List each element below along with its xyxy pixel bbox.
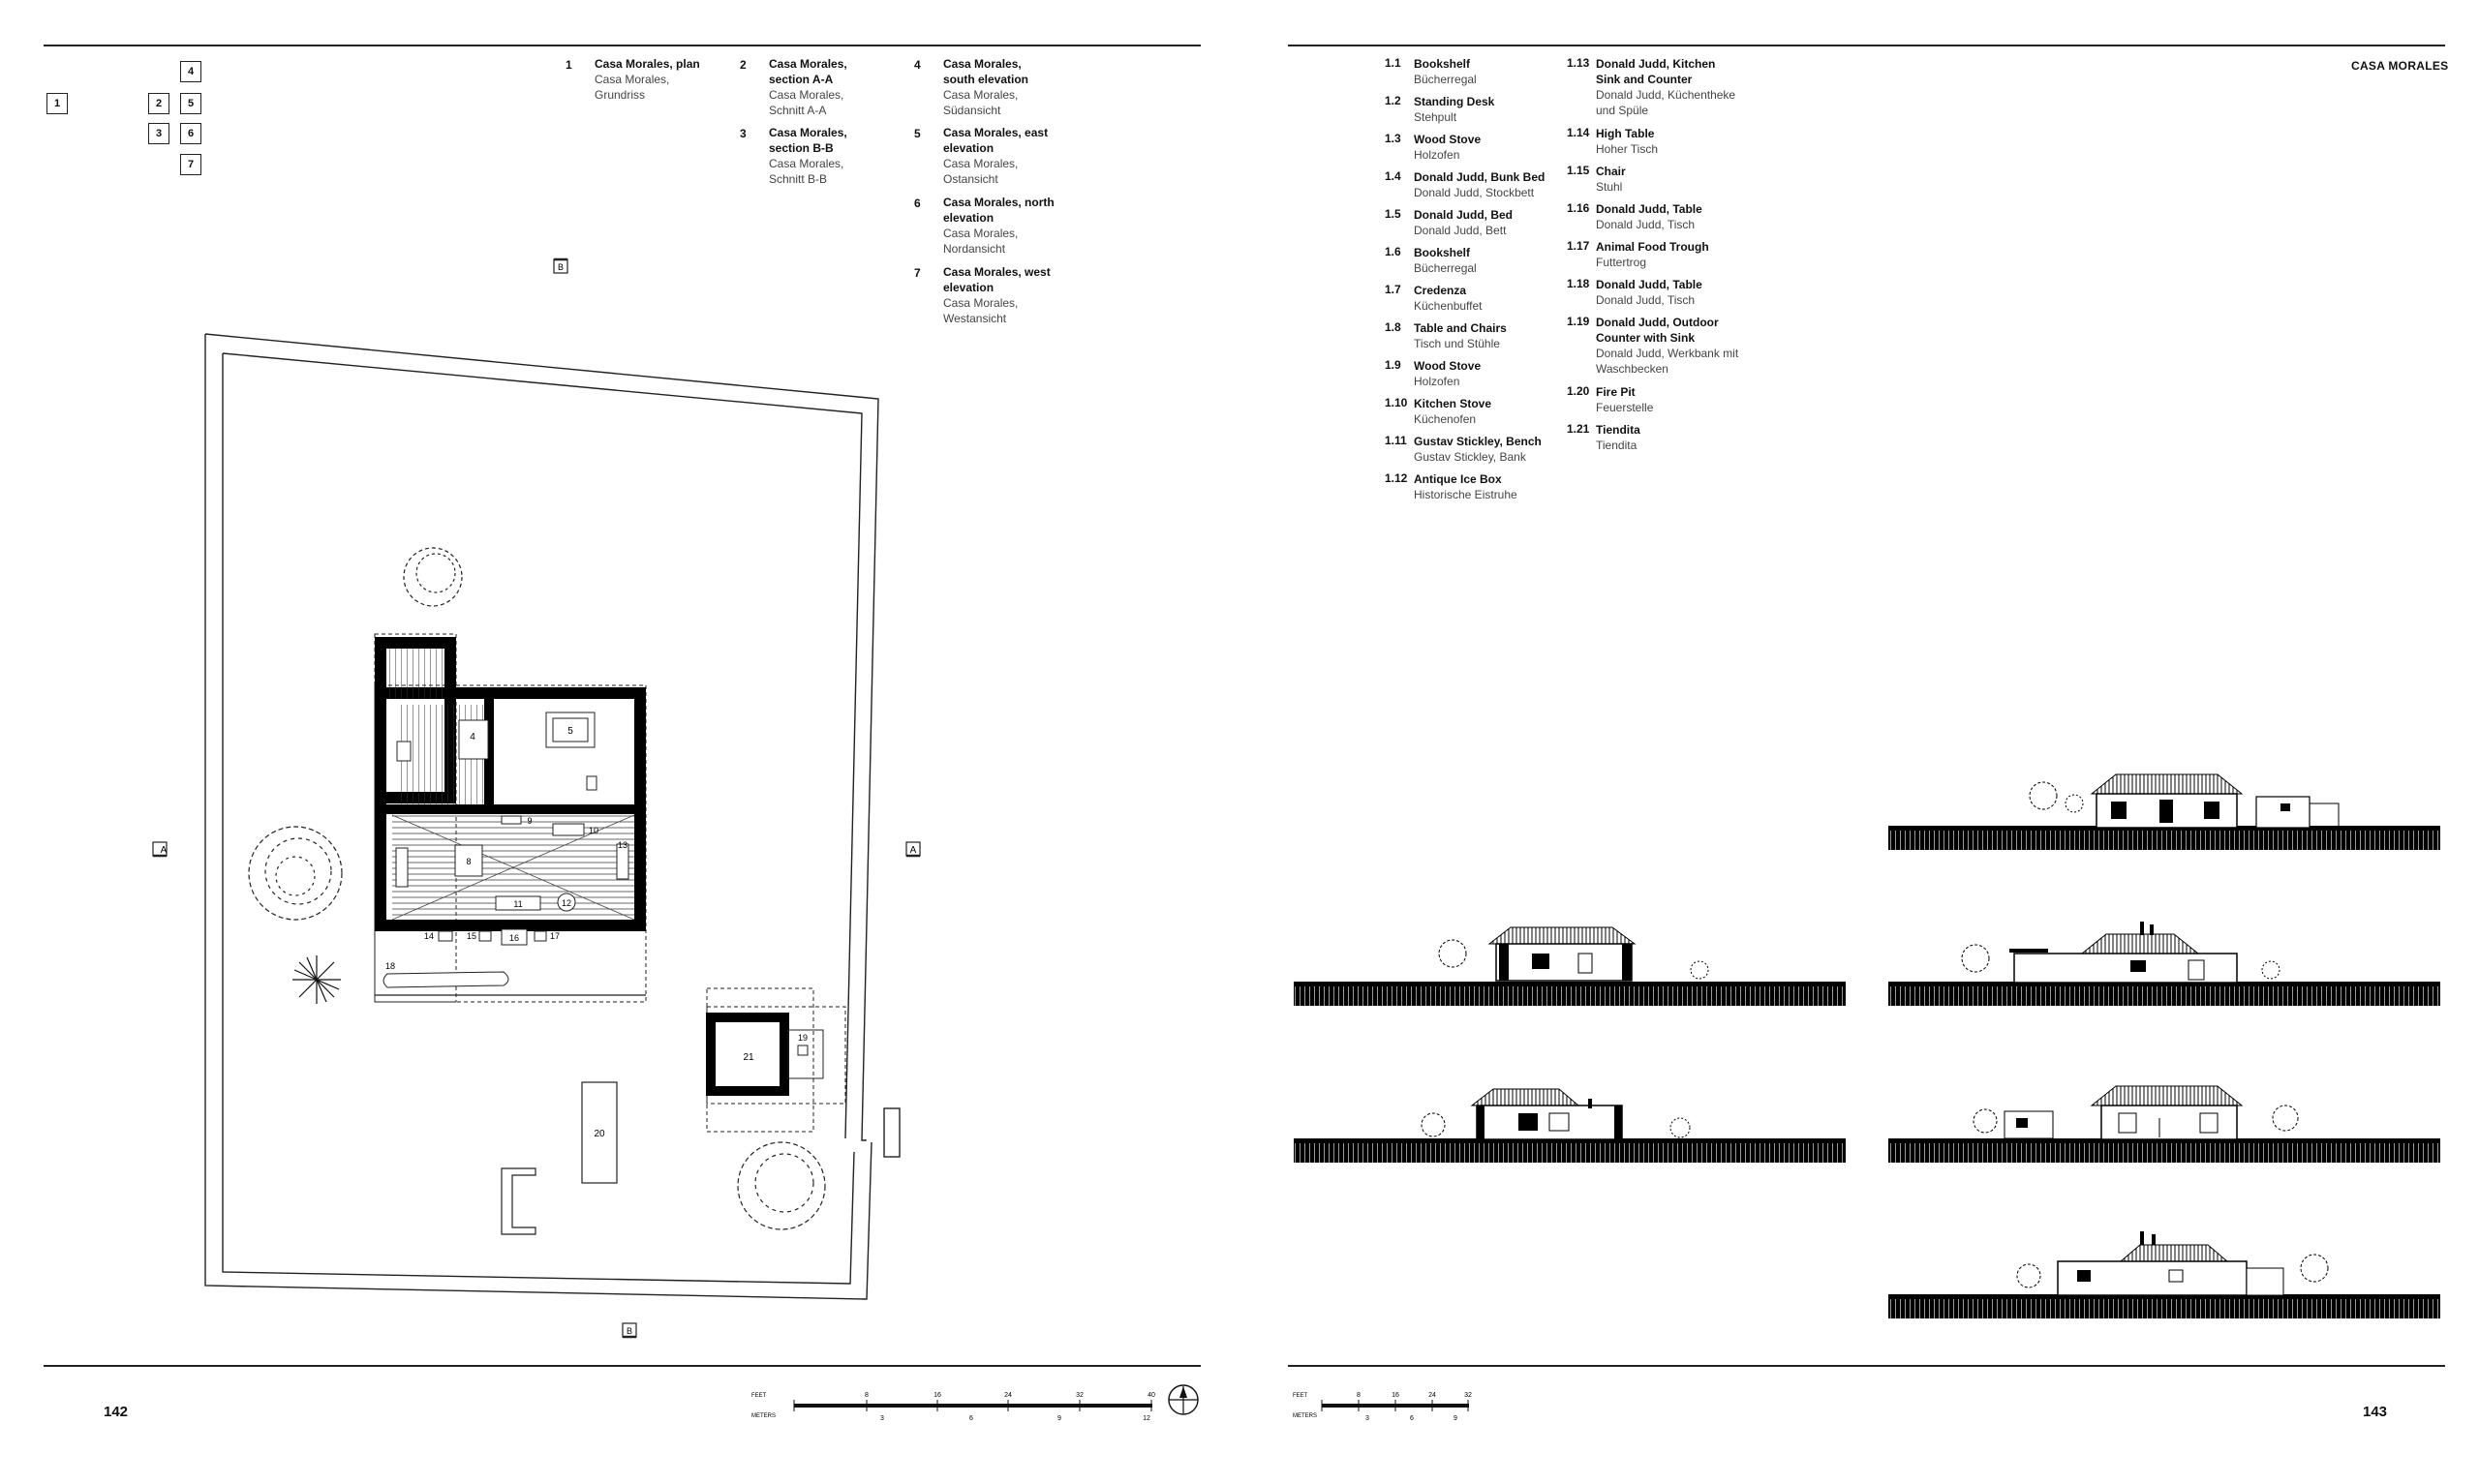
item-number: 1.1 (1385, 56, 1401, 70)
item-name: Donald Judd, Outdoor Counter with Sink (1596, 316, 1719, 345)
caption-title: Casa Morales, section B-B (769, 126, 847, 155)
item-number: 1.9 (1385, 358, 1401, 372)
item-name: Animal Food Trough (1596, 240, 1709, 254)
caption-title: Casa Morales, south elevation (943, 57, 1029, 86)
section-marker-a-left (153, 842, 168, 856)
item-name: Table and Chairs (1414, 321, 1507, 335)
item-number: 1.12 (1385, 471, 1408, 485)
caption-number: 3 (740, 127, 747, 140)
tiendita (707, 988, 845, 1132)
caption-number: 5 (914, 127, 921, 140)
scale-bar-left (751, 1392, 1155, 1422)
plan-label: 14 (423, 931, 435, 941)
item-name: Bookshelf (1414, 246, 1471, 259)
item-name-de: Donald Judd, Tisch (1596, 218, 1696, 231)
plan-label: 20 (594, 1129, 605, 1139)
scale-tick: 9 (1057, 1415, 1061, 1422)
running-head: CASA MORALES (2351, 59, 2449, 73)
plan-label: 4 (470, 732, 475, 742)
plan-label: 13 (617, 840, 628, 850)
item-name: Standing Desk (1414, 95, 1495, 108)
plan-label: 21 (743, 1052, 754, 1063)
main-house (375, 634, 646, 1002)
item-name-de: Küchenbuffet (1414, 299, 1483, 313)
scale-tick: 6 (969, 1415, 973, 1422)
item-name-de: Futtertrog (1596, 256, 1647, 269)
elevation-south (1888, 774, 2440, 850)
caption-subtitle: Casa Morales, Schnitt B-B (769, 157, 844, 186)
item-number: 1.2 (1385, 94, 1401, 107)
tree-west (249, 827, 342, 920)
item-name-de: Donald Judd, Tisch (1596, 293, 1696, 307)
caption-title: Casa Morales, north elevation (943, 196, 1055, 225)
plan-label: 5 (567, 726, 573, 737)
plan-label: 9 (527, 816, 533, 826)
item-name-de: Bücherregal (1414, 73, 1477, 86)
item-name: Donald Judd, Table (1596, 202, 1702, 216)
item-name: Wood Stove (1414, 133, 1482, 146)
caption-title: Casa Morales, east elevation (943, 126, 1049, 155)
north-arrow-icon (1169, 1385, 1198, 1414)
plan-label: 10 (588, 826, 599, 835)
item-name-de: Tiendita (1596, 439, 1637, 452)
section-b-label: B (626, 1326, 633, 1336)
table-18 (582, 1082, 617, 1183)
elevation-north (1888, 1086, 2440, 1163)
item-name-de: Holzofen (1414, 375, 1460, 388)
item-number: 1.21 (1567, 422, 1590, 436)
item-name: Chair (1596, 165, 1626, 178)
item-name-de: Donald Judd, Stockbett (1414, 186, 1535, 199)
scale-tick: 3 (880, 1415, 884, 1422)
section-marker-b-top (554, 259, 567, 273)
scale-feet-label: FEET (1293, 1393, 1308, 1399)
caption-subtitle: Casa Morales, Grundriss (595, 73, 670, 102)
section-marker-b-bottom (623, 1323, 636, 1337)
item-name-de: Gustav Stickley, Bank (1414, 450, 1526, 464)
item-name-de: Donald Judd, Werkbank mit Waschbecken (1596, 347, 1739, 376)
key-box-6: 6 (180, 123, 201, 144)
scale-feet-label: FEET (751, 1393, 767, 1399)
item-number: 1.17 (1567, 239, 1590, 253)
caption-number: 4 (914, 58, 921, 72)
section-b-b (1294, 1089, 1846, 1163)
item-name: Fire Pit (1596, 385, 1636, 399)
scale-tick: 32 (1076, 1392, 1084, 1399)
item-name-de: Historische Eistruhe (1414, 488, 1517, 501)
item-name: Bookshelf (1414, 57, 1471, 71)
bottom-rule-left (44, 1365, 1201, 1367)
section-a-label: A (160, 845, 168, 856)
caption-subtitle: Casa Morales, Nordansicht (943, 227, 1019, 256)
agave-plant (292, 955, 341, 1004)
scale-tick: 16 (933, 1392, 941, 1399)
caption-subtitle: Casa Morales, Ostansicht (943, 157, 1019, 186)
item-name: Donald Judd, Kitchen Sink and Counter (1596, 57, 1716, 86)
item-name-de: Donald Judd, Küchentheke und Spüle (1596, 88, 1736, 117)
key-box-1: 1 (46, 93, 68, 114)
page-number-left: 142 (104, 1404, 129, 1420)
key-box-4: 4 (180, 61, 201, 82)
plan-label: 8 (466, 857, 472, 866)
scale-tick: 32 (1464, 1392, 1472, 1399)
key-box-2: 2 (148, 93, 169, 114)
scale-tick: 3 (1365, 1415, 1369, 1422)
item-name-de: Holzofen (1414, 148, 1460, 162)
item-number: 1.15 (1567, 164, 1590, 177)
item-name: Tiendita (1596, 423, 1640, 437)
item-number: 1.19 (1567, 315, 1590, 328)
scale-tick: 40 (1148, 1392, 1155, 1399)
item-name-de: Bücherregal (1414, 261, 1477, 275)
caption-subtitle: Casa Morales, Westansicht (943, 296, 1019, 325)
section-marker-a-right (906, 842, 920, 856)
scale-tick: 8 (1357, 1392, 1361, 1399)
item-name-de: Küchenofen (1414, 412, 1477, 426)
key-box-5: 5 (180, 93, 201, 114)
item-name: Antique Ice Box (1414, 472, 1502, 486)
item-name-de: Tisch und Stühle (1414, 337, 1500, 350)
scale-tick: 8 (865, 1392, 869, 1399)
section-b-label: B (557, 262, 565, 272)
caption-number: 2 (740, 58, 747, 72)
plan-label: 12 (561, 898, 572, 908)
item-name-de: Hoher Tisch (1596, 142, 1659, 156)
item-name: High Table (1596, 127, 1655, 140)
caption-number: 6 (914, 197, 921, 210)
item-name: Credenza (1414, 284, 1467, 297)
item-number: 1.6 (1385, 245, 1401, 258)
plan-label: 15 (466, 931, 477, 941)
item-number: 1.3 (1385, 132, 1401, 145)
bench-20 (502, 1168, 536, 1234)
scale-tick: 6 (1410, 1415, 1414, 1422)
item-number: 1.11 (1385, 434, 1407, 447)
item-number: 1.13 (1567, 56, 1590, 70)
scale-meters-label: METERS (751, 1413, 777, 1419)
caption-number: 1 (566, 58, 572, 72)
tree-north (404, 548, 462, 606)
key-box-3: 3 (148, 123, 169, 144)
key-box-7: 7 (180, 154, 201, 175)
section-a-a (1294, 927, 1846, 1006)
elevation-west (1888, 1231, 2440, 1318)
scale-tick: 12 (1143, 1415, 1150, 1422)
item-name: Donald Judd, Bunk Bed (1414, 170, 1546, 184)
caption-title: Casa Morales, plan (595, 57, 700, 71)
caption-title: Casa Morales, west elevation (943, 265, 1051, 294)
plan-label: 16 (508, 933, 520, 943)
caption-title: Casa Morales, section A-A (769, 57, 847, 86)
item-number: 1.14 (1567, 126, 1590, 139)
scale-tick: 9 (1454, 1415, 1457, 1422)
item-number: 1.8 (1385, 320, 1401, 334)
item-name: Kitchen Stove (1414, 397, 1492, 410)
item-number: 1.10 (1385, 396, 1408, 409)
item-name: Wood Stove (1414, 359, 1482, 373)
section-a-label: A (909, 845, 917, 856)
caption-subtitle: Casa Morales, Südansicht (943, 88, 1019, 117)
scale-tick: 16 (1392, 1392, 1399, 1399)
item-name: Donald Judd, Table (1596, 278, 1702, 291)
item-name-de: Feuerstelle (1596, 401, 1654, 414)
plan-label: 19 (797, 1033, 809, 1043)
bottom-rule-right (1288, 1365, 2445, 1367)
scale-tick: 24 (1428, 1392, 1436, 1399)
caption-subtitle: Casa Morales, Schnitt A-A (769, 88, 844, 117)
item-number: 1.4 (1385, 169, 1401, 183)
item-number: 1.18 (1567, 277, 1590, 290)
plan-label: 17 (549, 931, 561, 941)
page-number-right: 143 (2363, 1404, 2388, 1420)
item-number: 1.7 (1385, 283, 1401, 296)
item-number: 1.20 (1567, 384, 1590, 398)
item-number: 1.5 (1385, 207, 1401, 221)
plan-label: 11 (513, 899, 523, 909)
scale-bar-right (1293, 1392, 1472, 1422)
scale-meters-label: METERS (1293, 1413, 1318, 1419)
elevation-east (1888, 922, 2440, 1006)
caption-number: 7 (914, 266, 921, 280)
item-name-de: Stuhl (1596, 180, 1623, 194)
item-name-de: Donald Judd, Bett (1414, 224, 1507, 237)
plan-label: 18 (384, 961, 396, 971)
item-name: Gustav Stickley, Bench (1414, 435, 1542, 448)
item-number: 1.16 (1567, 201, 1590, 215)
item-name: Donald Judd, Bed (1414, 208, 1513, 222)
tree-southeast (738, 1142, 825, 1229)
scale-tick: 24 (1004, 1392, 1012, 1399)
item-name-de: Stehpult (1414, 110, 1457, 124)
